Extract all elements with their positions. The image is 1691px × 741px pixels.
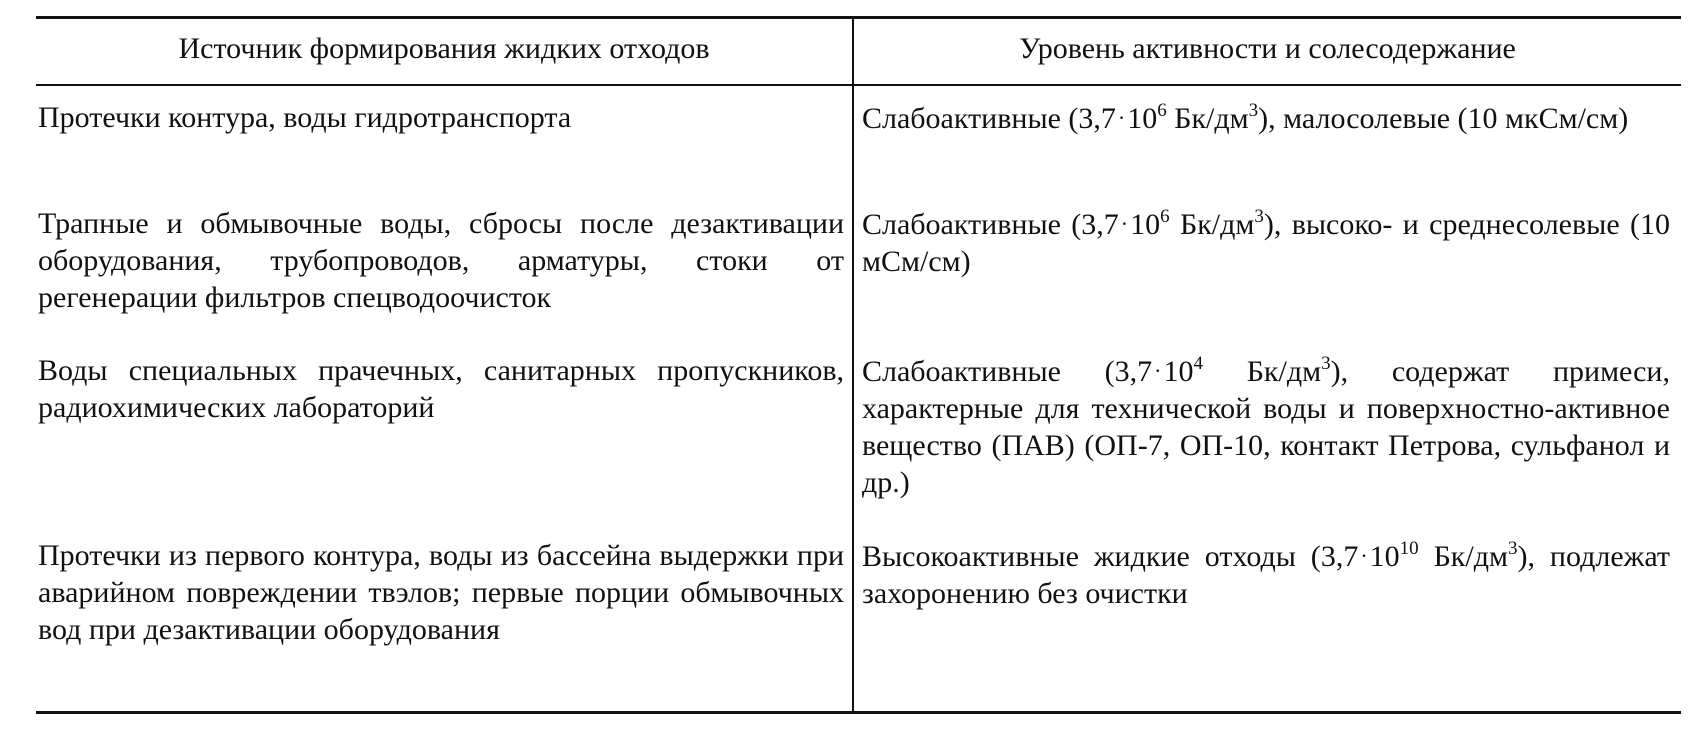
table-row-4-level <box>862 537 1670 612</box>
multiply-dot: · <box>1154 358 1162 383</box>
column-divider <box>852 16 854 714</box>
header-level: Уровень активности и солесодержание <box>1019 32 1516 65</box>
mantissa: 3,7 <box>1081 208 1119 241</box>
activity-class: Слабоактивные ( <box>862 102 1079 135</box>
mantissa: 3,7 <box>1078 102 1116 135</box>
table-row-2-level <box>862 205 1670 280</box>
table-header-rule <box>36 84 1681 86</box>
level-description: ), подлежат захоронению без очистки <box>862 540 1670 610</box>
table-row-1-level <box>862 99 1670 137</box>
unit: Бк/дм <box>1202 355 1322 388</box>
unit-exponent: 3 <box>1254 206 1264 227</box>
unit: Бк/дм <box>1418 540 1508 573</box>
header-source: Источник формирования жидких отходов <box>178 32 710 65</box>
unit-exponent: 3 <box>1248 100 1259 121</box>
level-description: ), высоко- и среднесолевые (10 мСм/см) <box>862 208 1670 278</box>
power-exponent: 10 <box>1399 538 1419 559</box>
table-row-2-source: Трапные и обмывочные воды, сбросы после дезактивации оборудования, трубопроводов, арматуры, стоки от регенерации фильтров спецводоочисток <box>38 207 844 314</box>
activity-class: Высокоактивные жидкие отходы ( <box>862 540 1321 573</box>
activity-class: Слабоактивные ( <box>862 355 1115 388</box>
power-exponent: 4 <box>1193 353 1203 374</box>
multiply-dot: · <box>1117 105 1126 130</box>
unit-exponent: 3 <box>1321 353 1331 374</box>
mantissa: 3,7 <box>1114 355 1153 388</box>
unit: Бк/дм <box>1169 208 1255 241</box>
activity-class: Слабоактивные ( <box>862 208 1082 241</box>
table-bottom-rule <box>36 711 1681 714</box>
unit: Бк/дм <box>1166 102 1249 135</box>
mantissa: 3,7 <box>1320 540 1359 573</box>
level-description: ), малосолевые (10 мкСм/см) <box>1258 102 1629 135</box>
unit-exponent: 3 <box>1507 538 1518 559</box>
table-row-3-level <box>862 352 1670 501</box>
table-row-4-source: Протечки из первого контура, воды из бассейна выдержки при аварийном повреждении твэлов; первые порции обмывочных вод при дезактивации оборудования <box>38 539 844 646</box>
power-exponent: 6 <box>1160 206 1170 227</box>
multiply-dot: · <box>1120 211 1129 236</box>
level-description: ), содержат примеси, характерные для технической воды и поверхностно-активное вещество (ПАВ) (ОП-7, ОП-10, контакт Петрова, сульфанол и др.) <box>862 355 1670 499</box>
power-base: 10 <box>1130 208 1161 241</box>
table-top-rule <box>36 16 1681 19</box>
table-row-1-source: Протечки контура, воды гидротранспорта <box>38 101 572 134</box>
power-exponent: 6 <box>1157 100 1167 121</box>
power-base: 10 <box>1127 102 1158 135</box>
multiply-dot: · <box>1360 543 1368 568</box>
power-base: 10 <box>1163 355 1194 388</box>
table-row-3-source: Воды специальных прачечных, санитарных пропускников, радиохимических лабораторий <box>38 354 844 424</box>
power-base: 10 <box>1369 540 1400 573</box>
